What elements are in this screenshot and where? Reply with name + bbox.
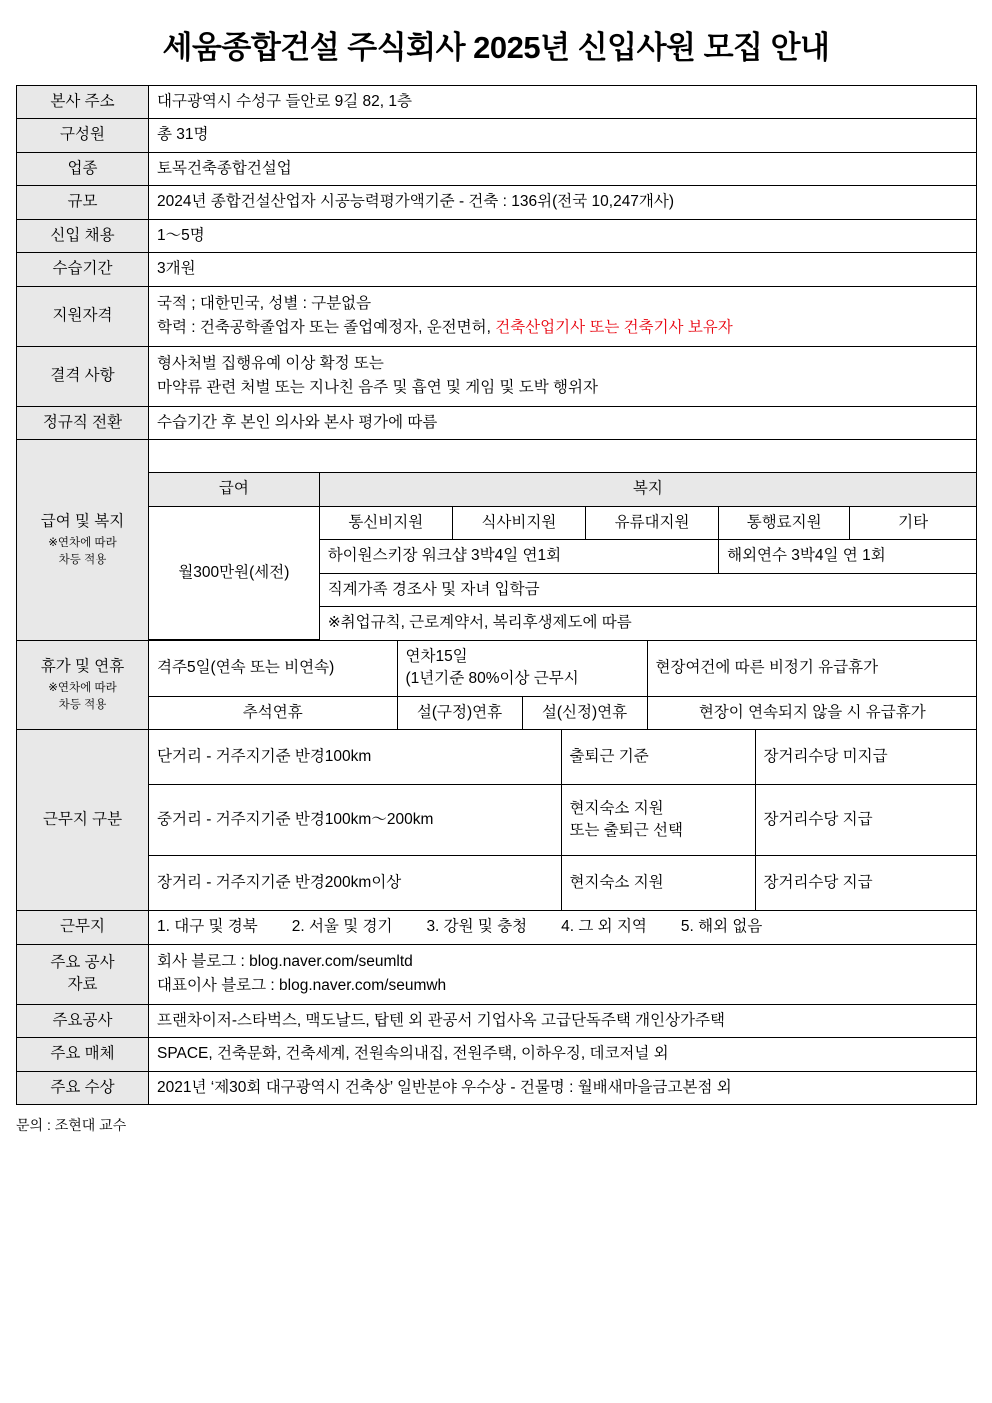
vacation-annual	[397, 641, 647, 696]
worksite-item-4: 4. 그 외 지역	[561, 918, 647, 936]
row-value-members: 총 31명	[149, 119, 977, 152]
row-label-fulltime: 정규직 전환	[17, 406, 149, 439]
vacation-site-irregular: 현장여건에 따른 비정기 유급휴가	[647, 641, 977, 696]
row-value-awards: 2021년 ‘제30회 대구광역시 건축상’ 일반분야 우수상 - 건물명 : 월배새마을금고본점 외	[149, 1071, 977, 1104]
row-value-industry: 토목건축종합건설업	[149, 152, 977, 185]
worksite-class-row-mid	[149, 785, 977, 856]
pay-welfare-header-row	[149, 473, 976, 506]
welfare-item-fuel: 유류대지원	[585, 506, 718, 539]
row-value-pay-welfare	[149, 440, 977, 641]
row-value-worksite	[149, 911, 977, 944]
materials-label-line2: 자료	[67, 976, 98, 994]
worksite-short-allowance: 장거리수당 미지급	[755, 730, 977, 785]
welfare-item-comm: 통신비지원	[319, 506, 452, 539]
worksite-long-distance: 장거리 - 거주지기준 반경200km이상	[149, 856, 561, 911]
pay-welfare-label-sub1: ※연차에 따라	[48, 536, 117, 549]
vacation-row-2	[149, 696, 977, 729]
row-label-hiring: 신입 채용	[17, 219, 149, 252]
row-label-worksite: 근무지	[17, 911, 149, 944]
row-value-major-works: 프랜차이저-스타벅스, 맥도날드, 탑텐 외 관공서 기업사옥 고급단독주택 개인상가주택	[149, 1004, 977, 1037]
table-row-worksite	[17, 911, 977, 944]
row-value-vacation	[149, 641, 977, 730]
vacation-annual-line1: 연차15일	[405, 648, 468, 665]
worksite-short-support: 출퇴근 기준	[561, 730, 755, 785]
worksite-item-3: 3. 강원 및 충청	[426, 918, 528, 936]
welfare-item-family: 직계가족 경조사 및 자녀 입학금	[319, 573, 976, 606]
welfare-header-cell: 복지	[319, 473, 976, 506]
row-value-media: SPACE, 건축문화, 건축세계, 전원속의내집, 전원주택, 이하우징, 데코저널 외	[149, 1038, 977, 1071]
row-value-hq-address: 대구광역시 수성구 들안로 9길 82, 1층	[149, 86, 977, 119]
row-label-vacation	[17, 641, 149, 730]
table-row-probation	[17, 253, 977, 286]
materials-ceo-blog: 대표이사 블로그 : blog.naver.com/seumwh	[157, 977, 447, 995]
pay-welfare-label-main: 급여 및 복지	[40, 513, 125, 531]
pay-welfare-blank-left	[149, 440, 319, 473]
row-value-worksite-class	[149, 730, 977, 911]
row-value-scale: 2024년 종합건설산업자 시공능력평가액기준 - 건축 : 136위(전국 10,247개사)	[149, 186, 977, 219]
worksite-mid-support	[561, 785, 755, 856]
worksite-class-row-short	[149, 730, 977, 785]
welfare-item-note: ※취업규칙, 근로계약서, 복리후생제도에 따름	[319, 607, 976, 640]
footer-contact: 문의 : 조현대 교수	[16, 1117, 127, 1134]
vacation-label-main: 휴가 및 연휴	[40, 658, 125, 676]
table-row-industry	[17, 152, 977, 185]
table-row-disqualification	[17, 346, 977, 406]
row-label-materials	[17, 944, 149, 1004]
pay-welfare-table	[149, 440, 976, 640]
vacation-new-year: 설(신정)연휴	[522, 696, 647, 729]
table-row-scale	[17, 186, 977, 219]
vacation-table	[149, 641, 977, 729]
welfare-item-toll: 통행료지원	[719, 506, 850, 539]
row-value-materials	[149, 944, 977, 1004]
vacation-label-sub1: ※연차에 따라	[48, 681, 117, 694]
row-value-fulltime: 수습기간 후 본인 의사와 본사 평가에 따름	[149, 406, 977, 439]
welfare-item-etc: 기타	[850, 506, 976, 539]
table-row-hq-address	[17, 86, 977, 119]
row-label-pay-welfare	[17, 440, 149, 641]
table-row-awards	[17, 1071, 977, 1104]
worksite-mid-support-line2: 또는 출퇴근 선택	[569, 822, 683, 840]
worksite-item-1: 1. 대구 및 경북	[157, 918, 258, 936]
materials-label-line1: 주요 공사	[50, 953, 115, 971]
vacation-lunar-new-year: 설(구정)연휴	[397, 696, 522, 729]
welfare-item-overseas: 해외연수 3박4일 연 1회	[719, 540, 976, 573]
row-label-probation: 수습기간	[17, 253, 149, 286]
worksite-item-2: 2. 서울 및 경기	[291, 918, 393, 936]
worksite-long-support: 현지숙소 지원	[561, 856, 755, 911]
table-row-members	[17, 119, 977, 152]
table-row-materials	[17, 944, 977, 1004]
worksite-list	[157, 916, 968, 938]
table-row-media	[17, 1038, 977, 1071]
row-label-major-works: 주요공사	[17, 1004, 149, 1037]
table-row-qualification	[17, 286, 977, 346]
pay-amount-cell: 월300만원(세전)	[149, 506, 319, 639]
pay-welfare-label-sub2: 차등 적용	[58, 554, 107, 567]
page-title: 세움종합건설 주식회사 2025년 신입사원 모집 안내	[162, 30, 830, 65]
worksite-class-table	[149, 730, 977, 910]
vacation-biweekly: 격주5일(연속 또는 비연속)	[149, 641, 397, 696]
row-label-industry: 업종	[17, 152, 149, 185]
worksite-mid-allowance: 장거리수당 지급	[755, 785, 977, 856]
vacation-chuseok: 추석연휴	[149, 696, 397, 729]
row-label-qualification: 지원자격	[17, 286, 149, 346]
disqualification-line-2: 마약류 관련 처벌 또는 지나친 음주 및 흡연 및 게임 및 도박 행위자	[157, 379, 598, 397]
pay-header-cell: 급여	[149, 473, 319, 506]
row-label-media: 주요 매체	[17, 1038, 149, 1071]
row-label-worksite-class: 근무지 구분	[17, 730, 149, 911]
welfare-item-meal: 식사비지원	[452, 506, 585, 539]
vacation-site-paid: 현장이 연속되지 않을 시 유급휴가	[647, 696, 977, 729]
qualification-line-1: 국적 ; 대한민국, 성별 : 구분없음	[157, 294, 372, 312]
worksite-item-5: 5. 해외 없음	[680, 918, 763, 936]
worksite-class-row-long	[149, 856, 977, 911]
table-row-worksite-class	[17, 730, 977, 911]
pay-welfare-blank-right	[319, 440, 976, 473]
row-value-probation: 3개원	[149, 253, 977, 286]
qualification-line-2-prefix: 학력 : 건축공학졸업자 또는 졸업예정자, 운전면허,	[157, 319, 496, 337]
row-label-disqualification: 결격 사항	[17, 346, 149, 406]
vacation-annual-line2: (1년기준 80%이상 근무시	[405, 670, 579, 688]
row-value-hiring: 1〜5명	[149, 219, 977, 252]
welfare-item-workshop: 하이원스키장 워크샵 3박4일 연1회	[319, 540, 718, 573]
worksite-mid-distance: 중거리 - 거주지기준 반경100km〜200km	[149, 785, 561, 856]
row-label-members: 구성원	[17, 119, 149, 152]
welfare-row-1	[149, 506, 976, 539]
row-label-scale: 규모	[17, 186, 149, 219]
row-value-qualification	[149, 286, 977, 346]
vacation-row-1	[149, 641, 977, 696]
table-row-pay-welfare	[17, 440, 977, 641]
table-row-fulltime	[17, 406, 977, 439]
pay-welfare-blank-row	[149, 440, 976, 473]
materials-company-blog: 회사 블로그 : blog.naver.com/seumltd	[157, 952, 413, 970]
worksite-mid-support-line1: 현지숙소 지원	[569, 799, 664, 817]
recruitment-table	[16, 85, 977, 1105]
table-row-major-works	[17, 1004, 977, 1037]
qualification-highlight: 건축산업기사 또는 건축기사 보유자	[495, 319, 733, 337]
table-row-vacation	[17, 641, 977, 730]
qualification-line-2	[157, 316, 968, 340]
worksite-short-distance: 단거리 - 거주지기준 반경100km	[149, 730, 561, 785]
row-label-hq-address: 본사 주소	[17, 86, 149, 119]
vacation-label-sub2: 차등 적용	[58, 699, 107, 712]
disqualification-line-1: 형사처벌 집행유예 이상 확정 또는	[157, 354, 384, 372]
worksite-long-allowance: 장거리수당 지급	[755, 856, 977, 911]
row-label-awards: 주요 수상	[17, 1071, 149, 1104]
row-value-disqualification	[149, 346, 977, 406]
table-row-hiring	[17, 219, 977, 252]
